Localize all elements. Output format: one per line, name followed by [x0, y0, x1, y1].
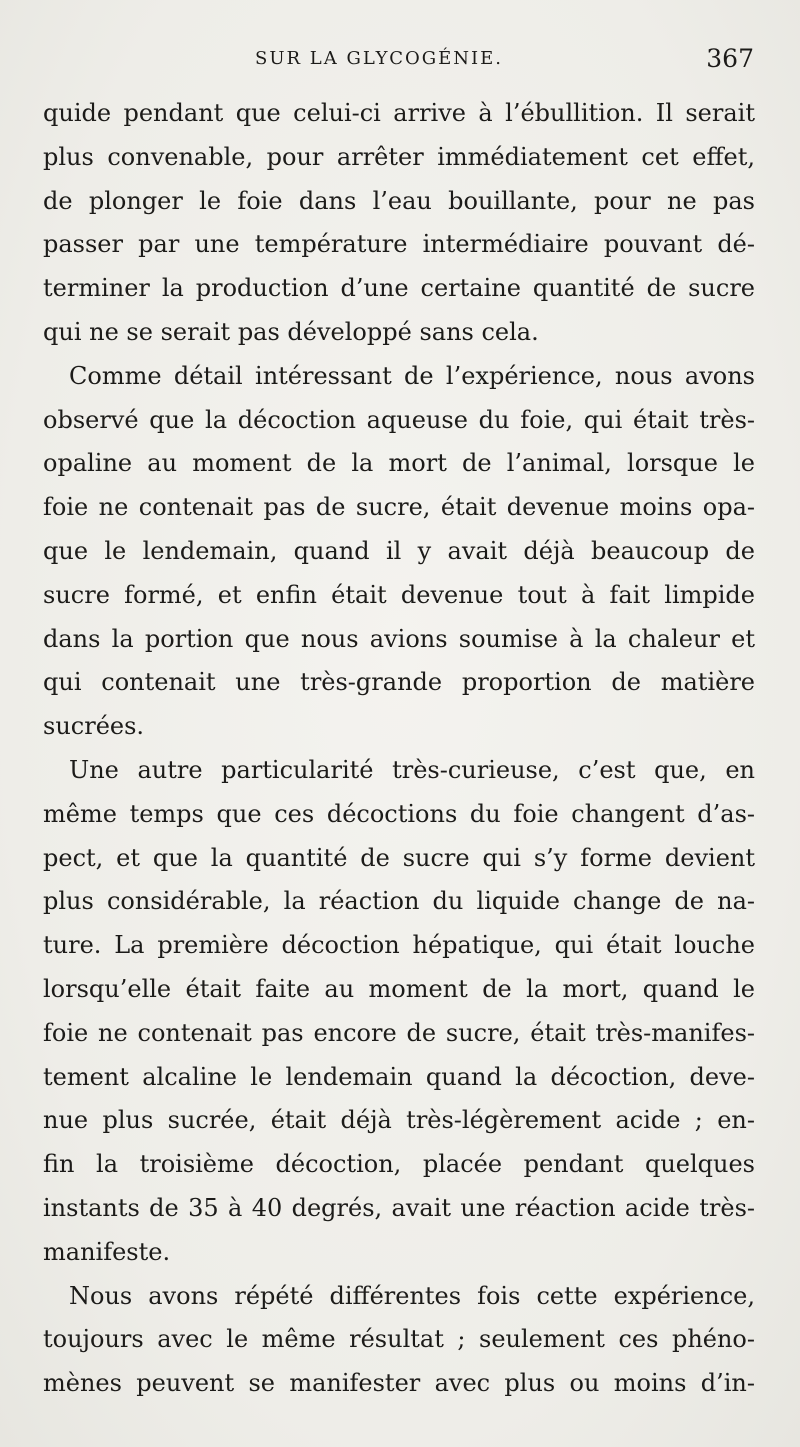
text-line: manifeste.	[43, 1237, 171, 1266]
paragraph	[43, 92, 755, 355]
text-line: terminer la production d’une certaine quantité de sucre	[43, 274, 755, 303]
running-title: SUR LA GLYCOGÉNIE.	[255, 48, 503, 69]
text-line: observé que la décoction aqueuse du foie, qui était très-	[43, 405, 755, 434]
text-line: Nous avons répété différentes fois cette expérience,	[69, 1281, 755, 1310]
page-number: 367	[706, 44, 754, 73]
running-head	[40, 44, 758, 78]
text-line: de plonger le foie dans l’eau bouillante, pour ne pas	[43, 186, 755, 215]
text-line: plus convenable, pour arrêter immédiatement cet effet,	[43, 142, 755, 171]
text-line: foie ne contenait pas de sucre, était devenue moins opa-	[43, 493, 755, 522]
text-line: sucrées.	[43, 712, 145, 741]
paragraph	[43, 1275, 755, 1406]
text-line: foie ne contenait pas encore de sucre, était très-manifes-	[43, 1018, 755, 1047]
text-line: qui ne se serait pas développé sans cela.	[43, 317, 539, 346]
text-line: que le lendemain, quand il y avait déjà beaucoup de	[43, 536, 755, 565]
text-line: pect, et que la quantité de sucre qui s’y forme devient	[43, 843, 755, 872]
text-line: instants de 35 à 40 degrés, avait une réaction acide très-	[43, 1193, 755, 1222]
text-line: toujours avec le même résultat ; seulement ces phéno-	[43, 1325, 755, 1354]
paragraph	[43, 749, 755, 1275]
body-text	[43, 92, 755, 1406]
text-line: dans la portion que nous avions soumise à la chaleur et	[43, 624, 755, 653]
text-line: tement alcaline le lendemain quand la décoction, deve-	[43, 1062, 755, 1091]
text-line: Une autre particularité très-curieuse, c’est que, en	[69, 755, 755, 784]
text-line: mènes peuvent se manifester avec plus ou moins d’in-	[43, 1369, 755, 1398]
text-line: même temps que ces décoctions du foie changent d’as-	[43, 799, 755, 828]
text-line: Comme détail intéressant de l’expérience, nous avons	[69, 361, 755, 390]
text-line: nue plus sucrée, était déjà très-légèrement acide ; en-	[43, 1106, 755, 1135]
text-line: lorsqu’elle était faite au moment de la mort, quand le	[43, 974, 755, 1003]
text-line: sucre formé, et enfin était devenue tout à fait limpide	[43, 580, 755, 609]
text-line: plus considérable, la réaction du liquide change de na-	[43, 887, 755, 916]
text-line: ture. La première décoction hépatique, qui était louche	[43, 931, 755, 960]
paragraph	[43, 355, 755, 749]
text-line: fin la troisième décoction, placée pendant quelques	[43, 1150, 755, 1179]
text-line: qui contenait une très-grande proportion de matière	[43, 668, 755, 697]
text-line: quide pendant que celui-ci arrive à l’ébullition. Il serait	[43, 99, 755, 127]
text-line: opaline au moment de la mort de l’animal, lorsque le	[43, 449, 755, 478]
text-line: passer par une température intermédiaire pouvant dé-	[43, 230, 755, 259]
